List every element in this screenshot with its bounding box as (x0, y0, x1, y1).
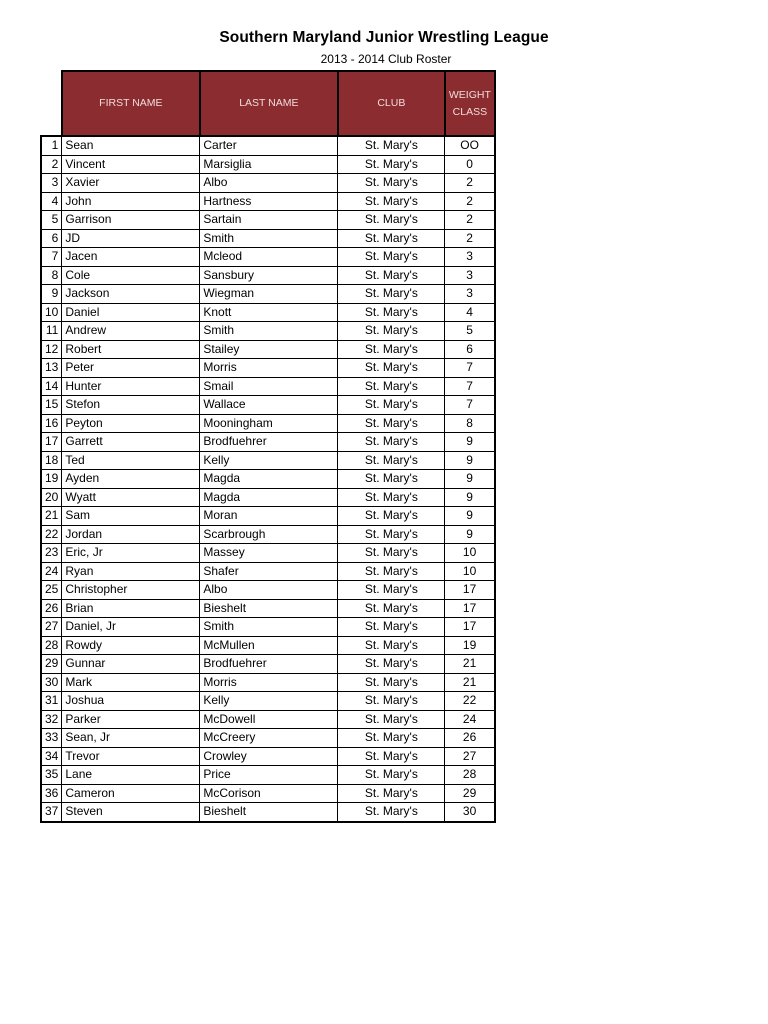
first-name-cell: Steven (62, 803, 200, 822)
weight-class-cell: 17 (445, 581, 495, 600)
last-name-cell: Moran (200, 507, 338, 526)
table-row (41, 136, 495, 155)
table-row (41, 766, 495, 785)
first-name-cell: Peter (62, 359, 200, 378)
last-name-cell: Smith (200, 322, 338, 341)
club-cell: St. Mary's (338, 433, 445, 452)
last-name-cell: Bieshelt (200, 803, 338, 822)
club-cell: St. Mary's (338, 488, 445, 507)
club-cell: St. Mary's (338, 599, 445, 618)
row-number: 14 (41, 377, 62, 396)
last-name-cell: McCorison (200, 784, 338, 803)
last-name-cell: Wiegman (200, 285, 338, 304)
club-cell: St. Mary's (338, 303, 445, 322)
last-name-cell: Sartain (200, 211, 338, 230)
table-row (41, 618, 495, 637)
weight-class-cell: 10 (445, 562, 495, 581)
last-name-cell: Stailey (200, 340, 338, 359)
last-name-cell: Smail (200, 377, 338, 396)
header-row (41, 71, 495, 136)
last-name-cell: McDowell (200, 710, 338, 729)
weight-class-cell: 27 (445, 747, 495, 766)
last-name-cell: Morris (200, 359, 338, 378)
first-name-cell: Robert (62, 340, 200, 359)
first-name-cell: Brian (62, 599, 200, 618)
club-cell: St. Mary's (338, 174, 445, 193)
last-name-cell: Massey (200, 544, 338, 563)
last-name-cell: Scarbrough (200, 525, 338, 544)
table-row (41, 211, 495, 230)
weight-class-cell: 28 (445, 766, 495, 785)
row-number: 3 (41, 174, 62, 193)
first-name-cell: Garrison (62, 211, 200, 230)
club-cell: St. Mary's (338, 248, 445, 267)
club-cell: St. Mary's (338, 673, 445, 692)
weight-class-cell: 8 (445, 414, 495, 433)
table-row (41, 266, 495, 285)
row-number: 28 (41, 636, 62, 655)
row-number: 6 (41, 229, 62, 248)
roster-header (41, 71, 495, 136)
last-name-cell: Carter (200, 136, 338, 155)
table-row (41, 562, 495, 581)
first-name-cell: Daniel, Jr (62, 618, 200, 637)
row-number: 32 (41, 710, 62, 729)
table-row (41, 322, 495, 341)
club-cell: St. Mary's (338, 340, 445, 359)
last-name-cell: Smith (200, 618, 338, 637)
weight-class-cell: 9 (445, 433, 495, 452)
club-cell: St. Mary's (338, 581, 445, 600)
club-cell: St. Mary's (338, 322, 445, 341)
weight-class-cell: 21 (445, 655, 495, 674)
first-name-cell: Andrew (62, 322, 200, 341)
table-row (41, 433, 495, 452)
table-row (41, 229, 495, 248)
weight-class-cell: 17 (445, 599, 495, 618)
weight-class-cell: 10 (445, 544, 495, 563)
row-number: 11 (41, 322, 62, 341)
last-name-cell: Kelly (200, 692, 338, 711)
last-name-cell: Price (200, 766, 338, 785)
first-name-cell: Ted (62, 451, 200, 470)
first-name-cell: Christopher (62, 581, 200, 600)
club-cell: St. Mary's (338, 211, 445, 230)
club-cell: St. Mary's (338, 155, 445, 174)
weight-class-cell: 9 (445, 488, 495, 507)
table-row (41, 747, 495, 766)
weight-class-cell: 9 (445, 470, 495, 489)
first-name-cell: Lane (62, 766, 200, 785)
weight-class-cell: 26 (445, 729, 495, 748)
club-cell: St. Mary's (338, 803, 445, 822)
first-name-cell: Trevor (62, 747, 200, 766)
weight-class-cell: OO (445, 136, 495, 155)
first-name-cell: Eric, Jr (62, 544, 200, 563)
row-number: 12 (41, 340, 62, 359)
table-row (41, 599, 495, 618)
first-name-cell: Ryan (62, 562, 200, 581)
last-name-cell: Magda (200, 470, 338, 489)
club-header: CLUB (338, 71, 445, 136)
last-name-cell: Wallace (200, 396, 338, 415)
weight-class-header (445, 71, 495, 136)
first-name-header: FIRST NAME (62, 71, 200, 136)
last-name-cell: McCreery (200, 729, 338, 748)
club-cell: St. Mary's (338, 766, 445, 785)
first-name-cell: Jordan (62, 525, 200, 544)
row-number: 17 (41, 433, 62, 452)
row-number: 24 (41, 562, 62, 581)
row-number: 1 (41, 136, 62, 155)
club-cell: St. Mary's (338, 747, 445, 766)
row-number: 18 (41, 451, 62, 470)
weight-class-header-line1: WEIGHT (448, 88, 491, 101)
page-subtitle: 2013 - 2014 Club Roster (320, 52, 452, 66)
first-name-cell: John (62, 192, 200, 211)
club-cell: St. Mary's (338, 525, 445, 544)
weight-class-cell: 24 (445, 710, 495, 729)
table-row (41, 784, 495, 803)
first-name-cell: Daniel (62, 303, 200, 322)
row-number: 10 (41, 303, 62, 322)
first-name-cell: Hunter (62, 377, 200, 396)
table-row (41, 414, 495, 433)
table-row (41, 155, 495, 174)
club-cell: St. Mary's (338, 710, 445, 729)
row-number: 25 (41, 581, 62, 600)
row-number: 7 (41, 248, 62, 267)
row-number: 23 (41, 544, 62, 563)
first-name-cell: Xavier (62, 174, 200, 193)
first-name-cell: Parker (62, 710, 200, 729)
row-number: 9 (41, 285, 62, 304)
first-name-cell: Gunnar (62, 655, 200, 674)
table-row (41, 692, 495, 711)
row-number: 15 (41, 396, 62, 415)
club-cell: St. Mary's (338, 562, 445, 581)
last-name-cell: Sansbury (200, 266, 338, 285)
first-name-cell: Cameron (62, 784, 200, 803)
weight-class-cell: 22 (445, 692, 495, 711)
club-cell: St. Mary's (338, 784, 445, 803)
first-name-cell: Joshua (62, 692, 200, 711)
table-row (41, 340, 495, 359)
first-name-cell: Rowdy (62, 636, 200, 655)
weight-class-cell: 2 (445, 174, 495, 193)
first-name-cell: Jackson (62, 285, 200, 304)
table-row (41, 636, 495, 655)
last-name-cell: Smith (200, 229, 338, 248)
first-name-cell: Vincent (62, 155, 200, 174)
row-number: 35 (41, 766, 62, 785)
weight-class-cell: 29 (445, 784, 495, 803)
first-name-cell: Ayden (62, 470, 200, 489)
weight-class-cell: 5 (445, 322, 495, 341)
table-row (41, 377, 495, 396)
last-name-cell: Albo (200, 174, 338, 193)
row-number: 30 (41, 673, 62, 692)
table-row (41, 655, 495, 674)
weight-class-cell: 30 (445, 803, 495, 822)
weight-class-cell: 17 (445, 618, 495, 637)
weight-class-cell: 6 (445, 340, 495, 359)
weight-class-cell: 2 (445, 192, 495, 211)
first-name-cell: Stefon (62, 396, 200, 415)
club-cell: St. Mary's (338, 636, 445, 655)
row-number: 4 (41, 192, 62, 211)
table-row (41, 673, 495, 692)
page-title: Southern Maryland Junior Wrestling League (219, 29, 549, 46)
table-row (41, 174, 495, 193)
club-cell: St. Mary's (338, 544, 445, 563)
club-cell: St. Mary's (338, 136, 445, 155)
club-cell: St. Mary's (338, 192, 445, 211)
weight-class-cell: 0 (445, 155, 495, 174)
row-number: 27 (41, 618, 62, 637)
last-name-cell: Kelly (200, 451, 338, 470)
row-number: 5 (41, 211, 62, 230)
table-row (41, 451, 495, 470)
club-cell: St. Mary's (338, 692, 445, 711)
club-cell: St. Mary's (338, 377, 445, 396)
table-row (41, 359, 495, 378)
last-name-cell: Hartness (200, 192, 338, 211)
table-row (41, 525, 495, 544)
last-name-header: LAST NAME (200, 71, 338, 136)
club-cell: St. Mary's (338, 470, 445, 489)
last-name-cell: Mooningham (200, 414, 338, 433)
club-cell: St. Mary's (338, 414, 445, 433)
weight-class-cell: 19 (445, 636, 495, 655)
club-cell: St. Mary's (338, 507, 445, 526)
club-cell: St. Mary's (338, 451, 445, 470)
club-cell: St. Mary's (338, 359, 445, 378)
last-name-cell: Brodfuehrer (200, 655, 338, 674)
row-number: 16 (41, 414, 62, 433)
last-name-cell: Bieshelt (200, 599, 338, 618)
last-name-cell: Shafer (200, 562, 338, 581)
first-name-cell: Jacen (62, 248, 200, 267)
roster-body (41, 136, 495, 822)
row-number: 37 (41, 803, 62, 822)
club-cell: St. Mary's (338, 729, 445, 748)
weight-class-cell: 4 (445, 303, 495, 322)
table-row (41, 803, 495, 822)
table-row (41, 285, 495, 304)
row-number: 34 (41, 747, 62, 766)
weight-class-cell: 7 (445, 377, 495, 396)
first-name-cell: Wyatt (62, 488, 200, 507)
weight-class-cell: 3 (445, 266, 495, 285)
row-number: 21 (41, 507, 62, 526)
club-cell: St. Mary's (338, 655, 445, 674)
row-number: 2 (41, 155, 62, 174)
last-name-cell: Morris (200, 673, 338, 692)
table-row (41, 710, 495, 729)
weight-class-cell: 9 (445, 525, 495, 544)
table-row (41, 192, 495, 211)
weight-class-cell: 7 (445, 396, 495, 415)
first-name-cell: Peyton (62, 414, 200, 433)
first-name-cell: Cole (62, 266, 200, 285)
first-name-cell: JD (62, 229, 200, 248)
table-row (41, 488, 495, 507)
first-name-cell: Mark (62, 673, 200, 692)
roster-table (40, 70, 496, 823)
last-name-cell: Brodfuehrer (200, 433, 338, 452)
row-number-header (41, 71, 62, 136)
table-row (41, 396, 495, 415)
table-row (41, 544, 495, 563)
weight-class-cell: 2 (445, 229, 495, 248)
row-number: 26 (41, 599, 62, 618)
last-name-cell: Mcleod (200, 248, 338, 267)
table-row (41, 470, 495, 489)
club-cell: St. Mary's (338, 266, 445, 285)
first-name-cell: Sean, Jr (62, 729, 200, 748)
table-row (41, 303, 495, 322)
club-cell: St. Mary's (338, 618, 445, 637)
last-name-cell: Marsiglia (200, 155, 338, 174)
last-name-cell: Magda (200, 488, 338, 507)
row-number: 13 (41, 359, 62, 378)
weight-class-cell: 21 (445, 673, 495, 692)
club-cell: St. Mary's (338, 396, 445, 415)
weight-class-cell: 7 (445, 359, 495, 378)
weight-class-cell: 9 (445, 507, 495, 526)
table-row (41, 729, 495, 748)
first-name-cell: Garrett (62, 433, 200, 452)
first-name-cell: Sam (62, 507, 200, 526)
club-cell: St. Mary's (338, 229, 445, 248)
row-number: 29 (41, 655, 62, 674)
row-number: 33 (41, 729, 62, 748)
row-number: 31 (41, 692, 62, 711)
weight-class-cell: 3 (445, 248, 495, 267)
table-row (41, 248, 495, 267)
weight-class-cell: 9 (445, 451, 495, 470)
weight-class-cell: 3 (445, 285, 495, 304)
last-name-cell: McMullen (200, 636, 338, 655)
weight-class-header-line2: CLASS (452, 105, 488, 118)
last-name-cell: Crowley (200, 747, 338, 766)
first-name-cell: Sean (62, 136, 200, 155)
last-name-cell: Knott (200, 303, 338, 322)
row-number: 22 (41, 525, 62, 544)
row-number: 36 (41, 784, 62, 803)
table-row (41, 581, 495, 600)
club-cell: St. Mary's (338, 285, 445, 304)
table-row (41, 507, 495, 526)
row-number: 19 (41, 470, 62, 489)
row-number: 20 (41, 488, 62, 507)
row-number: 8 (41, 266, 62, 285)
weight-class-cell: 2 (445, 211, 495, 230)
last-name-cell: Albo (200, 581, 338, 600)
